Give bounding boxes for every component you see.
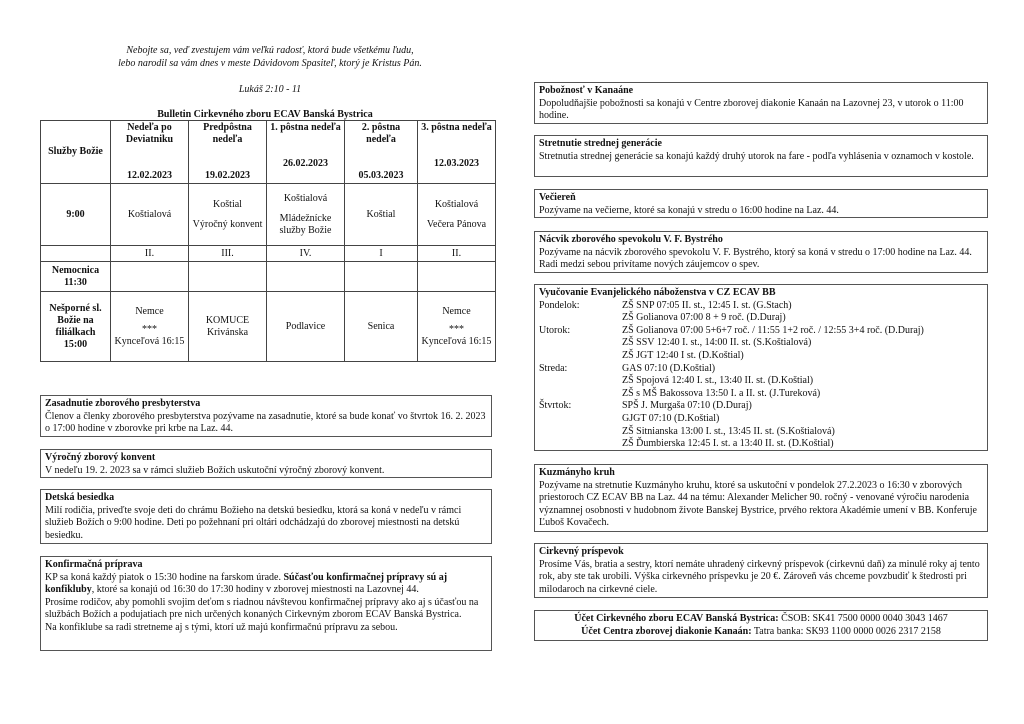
lesson-text: ZŠ s MŠ Bakossova 13:50 I. a II. st. (J.Tureková) <box>622 387 821 399</box>
column-header: 3. pôstna nedeľa 12.03.2023 <box>418 121 496 184</box>
table-cell <box>41 246 111 262</box>
kanaan-box <box>534 82 988 124</box>
day-label <box>539 438 622 451</box>
day-label: Utorok: <box>539 324 571 336</box>
table-cell: Koštialová <box>111 184 189 246</box>
bible-quote <box>60 44 480 70</box>
box-title: Výročný zborový konvent <box>45 452 156 463</box>
table-cell: KOMUCE Krivánska <box>189 292 267 362</box>
lesson-text: ZŠ SNP 07:05 II. st., 12:45 I. st. (G.Stach) <box>622 299 792 311</box>
day-label: Štvrtok: <box>539 400 572 412</box>
box-title: Konfirmačná príprava <box>45 559 143 570</box>
account-line-2: Účet Centra zborovej diakonie Kanaán: Tatra banka: SK93 1100 0000 0026 2317 2158 <box>581 625 941 637</box>
table-cell: I <box>345 246 418 262</box>
box-title: Cirkevný príspevok <box>539 546 624 557</box>
presbyterstvo-box <box>40 395 492 437</box>
vyucovanie-box <box>534 284 988 451</box>
table-cell: II. <box>111 246 189 262</box>
table-cell: Koštialová Mládežnícke služby Božie <box>267 184 345 246</box>
box-title: Nácvik zborového spevokolu V. F. Bystrého <box>539 234 723 245</box>
day-label <box>539 337 622 350</box>
lesson-text: ZŠ Sitnianska 13:00 I. st., 13:45 II. st. (S.Koštialová) <box>622 425 835 437</box>
stredna-generacia-box <box>534 135 988 177</box>
box-text: Dopoludňajšie pobožnosti sa konajú v Centre zborovej diakonie Kanaán na Lazovnej 23, v utorok o 11:00 hodine. <box>539 97 964 122</box>
lesson-text: ZŠ SSV 12:40 I. st., 14:00 II. st. (S.Koštialová) <box>622 337 812 349</box>
list-item <box>539 337 983 350</box>
vecieren-box <box>534 189 988 218</box>
konvent-box <box>40 449 492 478</box>
day-label: Pondelok: <box>539 299 580 311</box>
box-title: Stretnutie strednej generácie <box>539 138 662 149</box>
box-title: Zasadnutie zborového presbyterstva <box>45 398 201 409</box>
box-title: Večiereň <box>539 192 576 203</box>
bulletin-title: Bulletin Cirkevného zboru ECAV Banská Bystrica <box>157 109 373 120</box>
list-item <box>539 388 983 401</box>
table-cell: Nemce *** Kynceľová 16:15 <box>418 292 496 362</box>
quote-reference: Lukáš 2:10 - 11 <box>238 84 302 95</box>
table-row-hospital <box>41 262 496 292</box>
lesson-text: ZŠ Golianova 07:00 8 + 9 roč. (D.Duraj) <box>622 312 786 324</box>
box-text: Prosíme Vás, bratia a sestry, ktorí nemáte uhradený cirkevný príspevok (cirkevnú daň) za minulé roky aj tento rok, aby ste tak urobili. Výška cirkevného príspevku je 20 €. Zároveň vás chceme povzbudiť k štedrosti pri milodaroch na cirkevné ciele. <box>539 558 980 595</box>
box-text: KP sa koná každý piatok o 15:30 hodine na farskom úrade. Súčasťou konfirmačnej prípravy sú aj konfikluby, ktoré sa konajú od 16:30 do 17:30 hodiny v zborovej miestnosti na Lazovnej 44. <box>45 571 448 596</box>
column-header: 2. pôstna nedeľa 05.03.2023 <box>345 121 418 184</box>
box-title: Detská besiedka <box>45 492 115 503</box>
table-header-row <box>41 121 496 184</box>
table-row-9am <box>41 184 496 246</box>
spevokol-box <box>534 231 988 273</box>
box-text: Pozývame na nácvik zborového spevokolu V. F. Bystrého, ktorý sa koná v stredu o 17:00 hodine na Laz. 44. Radi medzi sebou privítame nových záujemcov o spev. <box>539 246 972 271</box>
account-line-1: Účet Cirkevného zboru ECAV Banská Bystrica: ČSOB: SK41 7500 0000 0040 3043 1467 <box>574 613 948 624</box>
list-item <box>539 426 983 439</box>
box-title: Vyučovanie Evanjelického náboženstva v CZ ECAV BB <box>539 287 776 298</box>
table-cell: Koštial Výročný konvent <box>189 184 267 246</box>
list-item <box>539 375 983 388</box>
quote-line-1: Nebojte sa, veď zvestujem vám veľkú radosť, ktorá bude všetkému ľudu, <box>126 45 414 56</box>
table-cell: Podlavice <box>267 292 345 362</box>
box-text: Pozývame na stretnutie Kuzmányho kruhu, ktoré sa uskutoční v pondelok 27.2.2023 o 16:30 v zborových priestoroch CZ ECAV BB na Laz. 44 na tému: Alexander Melicher 90. ročný - venované výročiu narodenia významnej osobnosti v hudobnom živote Banskej Bystrice, prvého rektora Akadémie umení v BB. Konferuje Ľuboš Kovačech. <box>539 479 977 529</box>
day-label <box>539 388 622 401</box>
schedule-list <box>539 300 983 451</box>
table-cell: IV. <box>267 246 345 262</box>
table-cell: Nemce *** Kynceľová 16:15 <box>111 292 189 362</box>
box-text: Prosíme rodičov, aby pomohli svojim deťom s riadnou návštevou konfirmačnej prípravy ako aj s účasťou na službách Božích a podujatiach pre nich určených konaných Cirkevným zborom ECAV Banská Bystrica. <box>45 596 479 621</box>
box-text: V nedeľu 19. 2. 2023 sa v rámci služieb Božích uskutoční výročný zborový konvent. <box>45 464 385 476</box>
row-label: 9:00 <box>41 184 111 246</box>
day-label <box>539 413 622 426</box>
column-header: Nedeľa po Deviatniku 12.02.2023 <box>111 121 189 184</box>
lesson-text: ZŠ JGT 12:40 I st. (D.Koštial) <box>622 349 744 361</box>
corner-cell: Služby Božie <box>41 121 111 184</box>
konfirmacna-box <box>40 556 492 651</box>
column-header: 1. pôstna nedeľa 26.02.2023 <box>267 121 345 184</box>
list-item <box>539 413 983 426</box>
list-item <box>539 312 983 325</box>
list-item <box>539 363 983 376</box>
day-label <box>539 312 622 325</box>
prispevok-box <box>534 543 988 598</box>
accounts-box <box>534 610 988 641</box>
box-text: Na konfiklube sa radi stretneme aj s tými, ktorí už majú konfirmačnú prípravu za sebou. <box>45 621 398 633</box>
table-cell: II. <box>418 246 496 262</box>
lesson-text: SPŠ J. Murgaša 07:10 (D.Duraj) <box>622 400 752 412</box>
day-label <box>539 375 622 388</box>
services-table <box>40 120 496 362</box>
box-title: Kuzmányho kruh <box>539 467 615 478</box>
table-cell: Senica <box>345 292 418 362</box>
table-cell: Koštial <box>345 184 418 246</box>
lesson-text: ZŠ Golianova 07:00 5+6+7 roč. / 11:55 1+2 roč. / 12:55 3+4 roč. (D.Duraj) <box>622 324 924 336</box>
box-text: Členov a členky zborového presbyterstva pozývame na zasadnutie, ktoré sa bude konať vo štvrtok 16. 2. 2023 o 17:00 hodine v zborovke pri krbe na Laz. 44. <box>45 410 486 435</box>
lesson-text: GAS 07:10 (D.Koštial) <box>622 362 716 374</box>
list-item <box>539 325 983 338</box>
table-row-vespers <box>41 292 496 362</box>
day-label <box>539 350 622 363</box>
besiedka-box <box>40 489 492 544</box>
kuzmany-box <box>534 464 988 532</box>
list-item <box>539 300 983 313</box>
box-title: Pobožnosť v Kanaáne <box>539 85 634 96</box>
table-cell: Koštialová Večera Pánova <box>418 184 496 246</box>
box-text: Pozývame na večierne, ktoré sa konajú v stredu o 16:00 hodine na Laz. 44. <box>539 204 839 216</box>
list-item <box>539 438 983 451</box>
table-row-liturgy <box>41 246 496 262</box>
row-label: Nešporné sl. Božie na filiálkach 15:00 <box>41 292 111 362</box>
day-label: Streda: <box>539 362 568 374</box>
quote-line-2: lebo narodil sa vám dnes v meste Dávidovom Spasiteľ, ktorý je Kristus Pán. <box>118 58 422 69</box>
lesson-text: ZŠ Ďumbierska 12:45 I. st. a 13:40 II. st. (D.Koštial) <box>622 438 834 450</box>
lesson-text: GJGT 07:10 (D.Koštial) <box>622 412 720 424</box>
list-item <box>539 400 983 413</box>
box-text: Stretnutia strednej generácie sa konajú každý druhý utorok na fare - podľa vyhlásenia v oznamoch v kostole. <box>539 150 974 162</box>
table-cell: III. <box>189 246 267 262</box>
box-text: Milí rodičia, priveďte svoje deti do chrámu Božieho na detskú besiedku, ktorá sa koná v nedeľu v rámci služieb Božích o 9:00 hodine. Deti po požehnaní pri oltári odchádzajú do zborovej miestnosti na detskú besiedku. <box>45 504 462 541</box>
day-label <box>539 426 622 439</box>
row-label: Nemocnica 11:30 <box>41 262 111 292</box>
column-header: Predpôstna nedeľa 19.02.2023 <box>189 121 267 184</box>
list-item <box>539 350 983 363</box>
lesson-text: ZŠ Spojová 12:40 I. st., 13:40 II. st. (D.Koštial) <box>622 375 814 387</box>
